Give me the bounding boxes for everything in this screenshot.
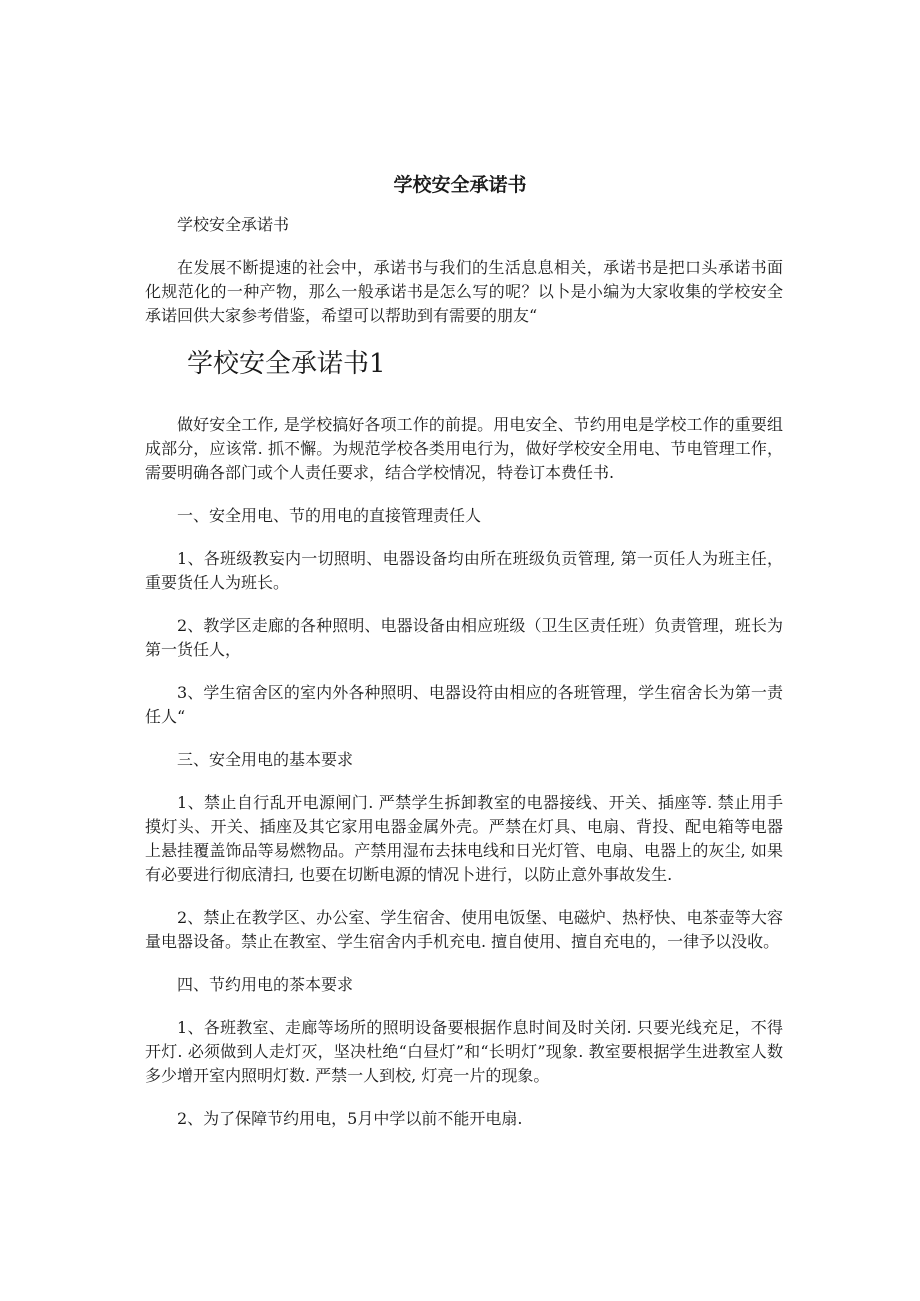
body-paragraph: 1、各班教室、走廊等场所的照明设备要根据作息时间及时关闭. 只要光线充足，不得开灯. 必须做到人走灯灭，坚决杜绝“白昼灯”和“长明灯”现象. 教室要根据学生进教室人数多少增开室内照明灯数. 严禁一人到校, 灯亮一片的现象。: [145, 1018, 783, 1085]
document-body: [145, 213, 783, 1150]
document-title: 学校安全承诺书: [393, 174, 527, 196]
body-paragraph: 1、各班级教妄内一切照明、电器设备均由所在班级负贡管理, 第一页任人为班主任，重要货任人为班长。: [145, 549, 783, 592]
body-paragraph: 2、为了保障节约用电，5月中学以前不能开电扇.: [177, 1109, 523, 1128]
body-paragraph: 2、教学区走廊的各种照明、电器设备由相应班级（卫生区责任班）负责管理，班长为第一货任人，: [145, 616, 783, 659]
body-paragraph: 2、禁止在教学区、办公室、学生宿舍、使用电饭堡、电磁炉、热杼快、电茶壶等大容量电器设备。禁止在教室、学生宿舍内手机充电. 擅自使用、擅自充电的，一律予以没收。: [145, 908, 783, 951]
body-paragraph: 1、禁止自行乱开电源闸门. 严禁学生拆卸教室的电器接线、开关、插座等. 禁止用手摸灯头、开关、插座及其它家用电器金属外壳。严禁在灯具、电扇、背投、配电箱等电器上悬挂覆盖饰品等易燃物品。产禁用湿布去抹电线和日光灯管、电扇、电器上的灰尘, 如果有必要进行彻底清扫, 也要在切断电源的情况卜进行，以防止意外事故发生.: [145, 793, 783, 884]
subheading-responsibility: 一、安全用电、节的用电的直接管理责任人: [177, 506, 482, 525]
section-heading: 学校安全承诺书1: [187, 349, 386, 379]
document-subtitle: 学校安全承诺书: [177, 215, 290, 234]
body-paragraph: 3、学生宿舍区的室内外各种照明、电器设符由相应的各班管理，学生宿舍长为第一责任人“: [145, 683, 783, 726]
subheading-saving-requirements: 四、节约用电的茶本要求: [177, 975, 354, 994]
subheading-basic-requirements: 三、安全用电的基本要求: [177, 750, 354, 769]
body-paragraph: 做好安全工作, 是学校搞好各项工作的前提。用电安全、节约用电是学校工作的重要组成部分，应该常. 抓不懈。为规范学校各类用电行为，做好学校安全用电、节电管理工作，需要明确各部门或个人责任要求，结合学校情况，特卷订本费任书.: [145, 415, 783, 482]
intro-paragraph: 在发展不断提速的社会中，承诺书与我们的生活息息相关，承诺书是把口头承诺书面化规范化的一种产物，那么一般承诺书是怎么写的呢？以卜是小编为大家收集的学校安全承诺回供大家参考借鉴，希望可以帮助到有需要的朋友“: [145, 258, 783, 325]
